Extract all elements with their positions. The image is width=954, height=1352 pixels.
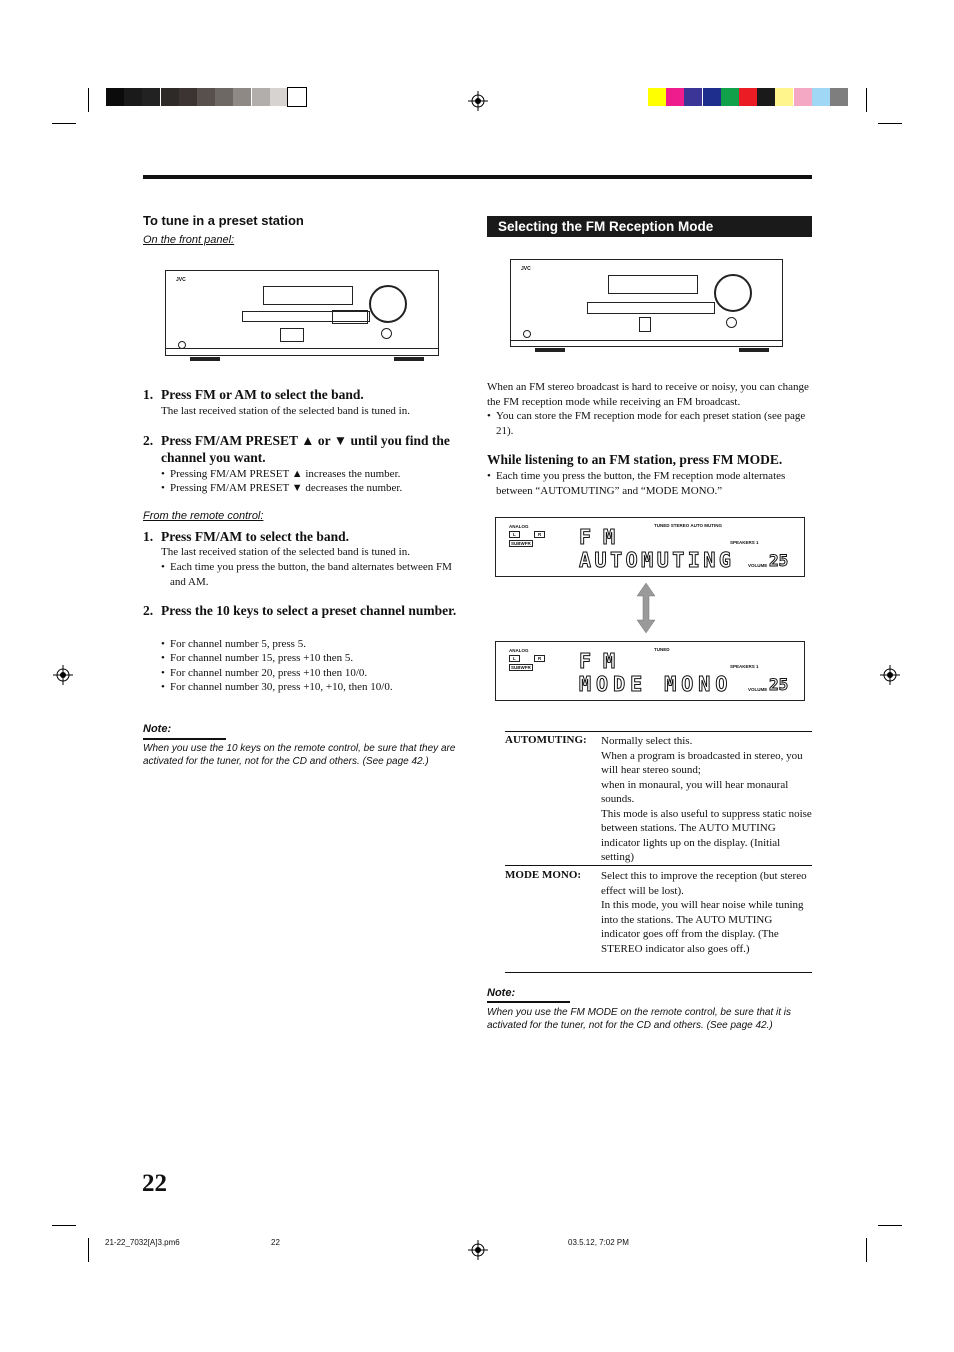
fm-am-buttons bbox=[332, 310, 368, 324]
color-swatch bbox=[124, 88, 142, 106]
remote-step-2-bullet: • For channel number 30, press +10, +10, then 10/0. bbox=[170, 680, 393, 695]
double-arrow-icon bbox=[636, 583, 656, 633]
color-swatch bbox=[757, 88, 775, 106]
display-window bbox=[263, 286, 353, 305]
small-knob bbox=[381, 328, 392, 339]
color-swatch bbox=[684, 88, 702, 106]
page-number: 22 bbox=[142, 1170, 167, 1197]
footer-page: 22 bbox=[271, 1238, 280, 1247]
tuner-indicators: TUNED STEREO AUTO MUTING bbox=[654, 523, 723, 528]
display-line-2: AUTOMUTING bbox=[579, 548, 735, 572]
color-swatch bbox=[161, 88, 179, 106]
crop-mark bbox=[88, 88, 89, 112]
volume-value: 25 bbox=[769, 675, 789, 694]
l-indicator: L bbox=[509, 531, 520, 538]
volume-label: VOLUME bbox=[748, 687, 768, 692]
subwfr-indicator: SUBWFR bbox=[511, 665, 531, 670]
preset-buttons-row bbox=[587, 302, 715, 314]
mode-label-automuting: AUTOMUTING: bbox=[505, 734, 587, 746]
color-swatch bbox=[142, 88, 160, 106]
small-knob bbox=[726, 317, 737, 328]
intro-bullet: • You can store the FM reception mode for each preset station (see page 21). bbox=[496, 409, 811, 438]
crop-mark bbox=[866, 88, 867, 112]
color-swatch bbox=[703, 88, 721, 106]
header-rule bbox=[143, 175, 812, 179]
footer-filename: 21-22_7032[A]3.pm6 bbox=[105, 1238, 180, 1247]
color-swatch bbox=[739, 88, 757, 106]
color-swatch bbox=[106, 88, 124, 106]
intro-paragraph: When an FM stereo broadcast is hard to receive or noisy, you can change the FM reception mode while receiving an FM broadcast. bbox=[487, 381, 809, 408]
registration-mark-icon bbox=[53, 665, 73, 685]
front-step-2-bullet: • Pressing FM/AM PRESET ▼ decreases the number. bbox=[170, 481, 402, 496]
registration-mark-icon bbox=[468, 1240, 488, 1260]
speakers-indicator: SPEAKERS 1 bbox=[730, 540, 759, 545]
mode-desc-mono: Select this to improve the reception (but stereo effect will be lost). In this mode, you will hear noise while tuning into the stations. The AUTO MUTING indicator goes off from the display. (The STEREO indicator also goes off.) bbox=[601, 870, 807, 955]
front-panel-label: On the front panel: bbox=[143, 234, 235, 246]
fm-mode-button bbox=[639, 317, 651, 332]
fm-am-preset-buttons bbox=[280, 328, 304, 342]
volume-value: 25 bbox=[769, 551, 789, 570]
color-swatch bbox=[270, 88, 288, 106]
color-swatch bbox=[179, 88, 197, 106]
table-rule bbox=[505, 972, 812, 973]
mode-desc-automuting: Normally select this. When a program is broadcasted in stereo, you will hear stereo sound; when in monaural, you will hear monaural sounds. This mode is also useful to suppress static noise between stations. The AUTO MUTING indicator lights up on the display. (Initial setting) bbox=[601, 735, 812, 863]
display-line-2: MODE MONO bbox=[579, 672, 733, 696]
power-button bbox=[523, 330, 531, 338]
front-step-2: 2. Press FM/AM PRESET ▲ or ▼ until you find the channel you want. bbox=[143, 433, 450, 465]
note-text-left: When you use the 10 keys on the remote control, be sure that they are activated for the tuner, not for the CD and others. (See page 42.) bbox=[143, 743, 456, 767]
subwfr-indicator: SUBWFR bbox=[511, 541, 531, 546]
color-swatch bbox=[775, 88, 793, 106]
receiver-front-panel-illustration bbox=[165, 270, 439, 356]
volume-label: VOLUME bbox=[748, 563, 768, 568]
remote-step-2-bullet: • For channel number 15, press +10 then 5. bbox=[170, 651, 353, 666]
color-swatch bbox=[830, 88, 848, 106]
analog-indicator: ANALOG bbox=[509, 648, 529, 653]
receiver-fm-mode-illustration bbox=[510, 259, 783, 347]
display-mode-mono bbox=[495, 641, 805, 701]
color-swatch bbox=[794, 88, 812, 106]
remote-step-2: 2. Press the 10 keys to select a preset channel number. bbox=[143, 603, 457, 618]
r-indicator: R bbox=[534, 655, 545, 662]
crop-mark bbox=[878, 123, 902, 124]
note-label-left: Note: bbox=[143, 723, 172, 735]
remote-step-2-bullet: • For channel number 5, press 5. bbox=[170, 637, 306, 652]
display-automuting bbox=[495, 517, 805, 577]
fm-mode-instruction: While listening to an FM station, press FM MODE. bbox=[487, 452, 783, 467]
table-rule bbox=[505, 865, 812, 866]
registration-mark-icon bbox=[880, 665, 900, 685]
front-step-1: 1. Press FM or AM to select the band. bbox=[143, 387, 364, 402]
brand-logo: JVC bbox=[521, 266, 531, 272]
color-swatch bbox=[721, 88, 739, 106]
l-indicator: L bbox=[509, 655, 520, 662]
footer-date: 03.5.12, 7:02 PM bbox=[568, 1238, 629, 1247]
crop-mark bbox=[878, 1225, 902, 1226]
note-underline bbox=[143, 738, 226, 740]
r-indicator: R bbox=[534, 531, 545, 538]
color-swatch bbox=[233, 88, 251, 106]
color-swatch bbox=[215, 88, 233, 106]
tuner-indicators: TUNED bbox=[654, 647, 670, 652]
volume-knob bbox=[369, 285, 407, 323]
front-step-2-bullet: • Pressing FM/AM PRESET ▲ increases the number. bbox=[170, 467, 400, 482]
registration-mark-icon bbox=[468, 91, 488, 111]
color-swatch bbox=[288, 88, 306, 106]
brand-logo: JVC bbox=[176, 277, 186, 283]
speakers-indicator: SPEAKERS 1 bbox=[730, 664, 759, 669]
color-swatch bbox=[252, 88, 270, 106]
note-label-right: Note: bbox=[487, 987, 516, 999]
remote-step-1-detail: The last received station of the selected band is tuned in. bbox=[161, 546, 410, 558]
front-step-1-detail: The last received station of the selected band is tuned in. bbox=[161, 405, 410, 417]
remote-control-label: From the remote control: bbox=[143, 510, 264, 522]
color-swatch bbox=[648, 88, 666, 106]
remote-step-2-bullet: • For channel number 20, press +10 then 10/0. bbox=[170, 666, 367, 681]
display-line-1: FM bbox=[579, 525, 628, 549]
mode-label-mono: MODE MONO: bbox=[505, 869, 582, 881]
table-rule bbox=[505, 731, 812, 732]
crop-mark bbox=[52, 1225, 76, 1226]
display-line-1: FM bbox=[579, 649, 628, 673]
analog-indicator: ANALOG bbox=[509, 524, 529, 529]
note-underline bbox=[487, 1001, 570, 1003]
section-title-banner: Selecting the FM Reception Mode bbox=[487, 216, 812, 237]
instruction-bullet: • Each time you press the button, the FM reception mode alternates between “AUTOMUTING” and “MODE MONO.” bbox=[496, 469, 811, 498]
color-swatch bbox=[197, 88, 215, 106]
note-text-right: When you use the FM MODE on the remote control, be sure that it is activated for the tuner, not for the CD and others. (See page 42.) bbox=[487, 1007, 792, 1031]
color-swatch bbox=[812, 88, 830, 106]
volume-knob bbox=[714, 274, 752, 312]
display-window bbox=[608, 275, 698, 294]
crop-mark bbox=[52, 123, 76, 124]
section-heading-preset: To tune in a preset station bbox=[143, 213, 304, 228]
remote-step-1-bullet: • Each time you press the button, the band alternates between FM and AM. bbox=[170, 560, 460, 589]
remote-step-1: 1. Press FM/AM to select the band. bbox=[143, 529, 349, 544]
color-swatch bbox=[666, 88, 684, 106]
crop-mark bbox=[88, 1238, 89, 1262]
crop-mark bbox=[866, 1238, 867, 1262]
